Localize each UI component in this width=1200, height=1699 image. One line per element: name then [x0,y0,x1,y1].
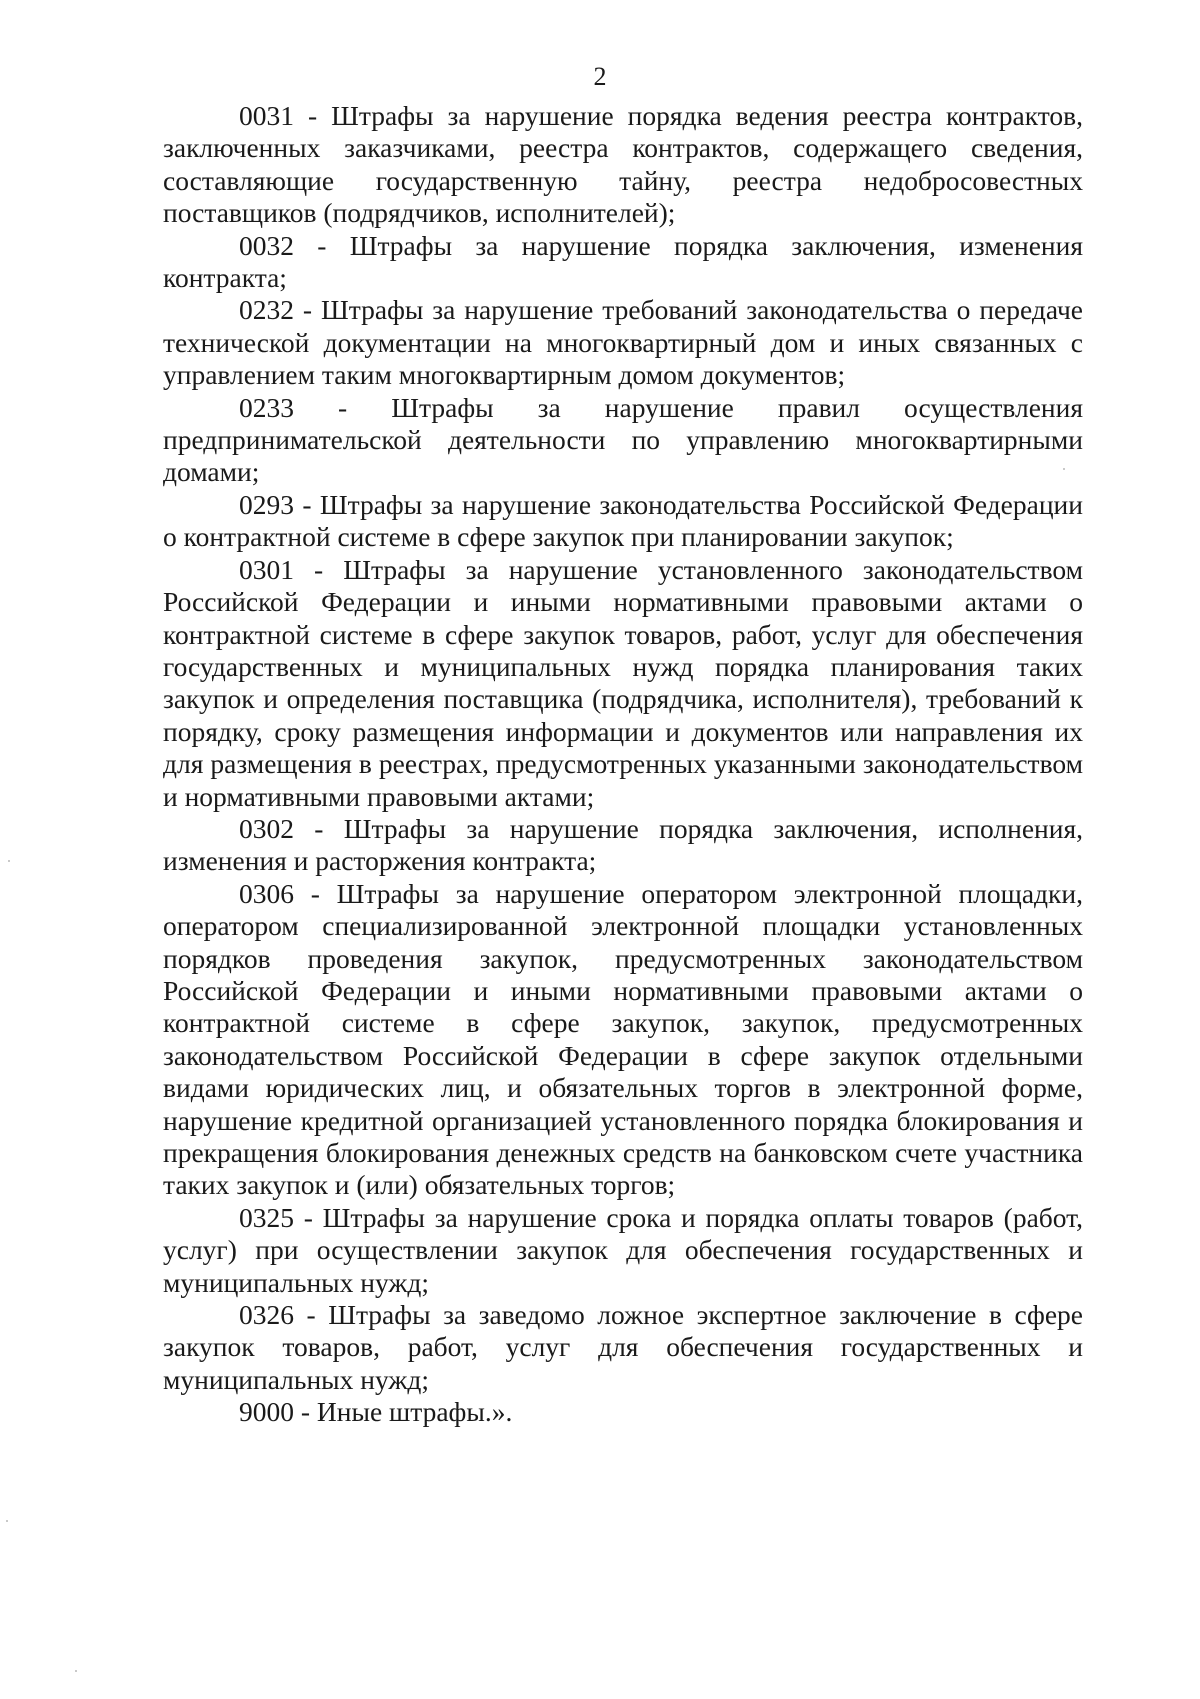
entry-text: Штрафы за нарушение порядка ведения реестра контрактов, заключенных заказчиками, реестра контрактов, содержащего сведения, составляющие государственную тайну, реестра недобросовестных поставщиков (подрядчиков, исполнителей); [163,100,1083,229]
entry-text: Штрафы за нарушение правил осуществления предпринимательской деятельности по управлению многоквартирными домами; [163,391,1083,488]
entry-separator: - [294,488,320,520]
list-item [163,554,1083,813]
entry-separator: - [294,812,344,844]
list-item [163,100,1083,230]
entry-code: 0031 [239,100,294,131]
scan-speck [1063,468,1065,470]
entry-text: Штрафы за нарушение законодательства Российской Федерации о контрактной системе в сфере закупок при планировании закупок; [163,488,1083,553]
entry-text: Иные штрафы.». [316,1396,513,1428]
page-number: 2 [593,62,607,91]
entry-text: Штрафы за нарушение срока и порядка оплаты товаров (работ, услуг) при осуществлении закупок для обеспечения государственных и муниципальных нужд; [163,1201,1083,1298]
entry-text: Штрафы за нарушение оператором электронной площадки, оператором специализированной электронной площадки установленных порядков проведения закупок, предусмотренных законодательством Российской Федерации и иными нормативными правовыми актами о контрактной системе в сфере закупок, закупок, предусмотренных законодательством Российской Федерации в сфере закупок отдельными видами юридических лиц, и обязательных торгов в электронной форме, нарушение кредитной организацией установленного порядка блокирования и прекращения блокирования денежных средств на банковском счете участника таких закупок и (или) обязательных торгов; [163,877,1083,1201]
entry-code: 0325 [239,1201,294,1233]
entry-separator: - [294,391,392,423]
entry-separator: - [294,553,344,585]
list-item [163,489,1083,554]
entry-text: Штрафы за нарушение установленного законодательством Российской Федерации и иными нормативными правовыми актами о контрактной системе в сфере закупок товаров, работ, услуг для обеспечения государственных и муниципальных нужд порядка планирования таких закупок и определения поставщика (подрядчика, исполнителя), требований к порядку, сроку размещения информации и документов или направления их для размещения в реестрах, предусмотренных указанными законодательством и нормативными правовыми актами; [163,553,1083,812]
entry-text: Штрафы за нарушение порядка заключения, исполнения, изменения и расторжения контракта; [163,812,1083,877]
scan-speck [8,860,10,862]
scan-speck [6,1520,8,1522]
scan-speck [75,1670,77,1672]
entry-code: 0326 [239,1299,294,1331]
entry-separator: - [294,229,350,261]
list-item [163,392,1083,489]
entry-code: 0032 [239,229,294,261]
entry-text: Штрафы за нарушение требований законодательства о передаче технической документации на многоквартирный дом и иных связанных с управлением таким многоквартирным домом документов; [163,294,1083,391]
entry-separator: - [294,294,322,326]
entry-code: 0233 [239,391,294,423]
list-item [163,230,1083,295]
entry-text: Штрафы за заведомо ложное экспертное заключение в сфере закупок товаров, работ, услуг для обеспечения государственных и муниципальных нужд; [163,1299,1083,1395]
entry-code: 0306 [239,877,294,909]
entry-code: 9000 [239,1396,294,1428]
list-item [163,1396,1083,1428]
entry-code: 0232 [239,294,294,326]
entry-separator: - [294,877,337,909]
list-item [163,878,1083,1202]
document-body [163,100,1083,1429]
entry-separator: - [294,1201,323,1233]
list-item [163,1202,1083,1299]
entry-code: 0302 [239,812,294,844]
list-item [163,813,1083,878]
entry-code: 0293 [239,488,294,520]
entry-separator: - [294,1396,317,1428]
entry-separator: - [294,1299,329,1331]
entry-text: Штрафы за нарушение порядка заключения, изменения контракта; [163,229,1083,294]
list-item [163,294,1083,391]
entry-code: 0301 [239,553,294,585]
entry-separator: - [294,100,332,131]
list-item [163,1299,1083,1396]
